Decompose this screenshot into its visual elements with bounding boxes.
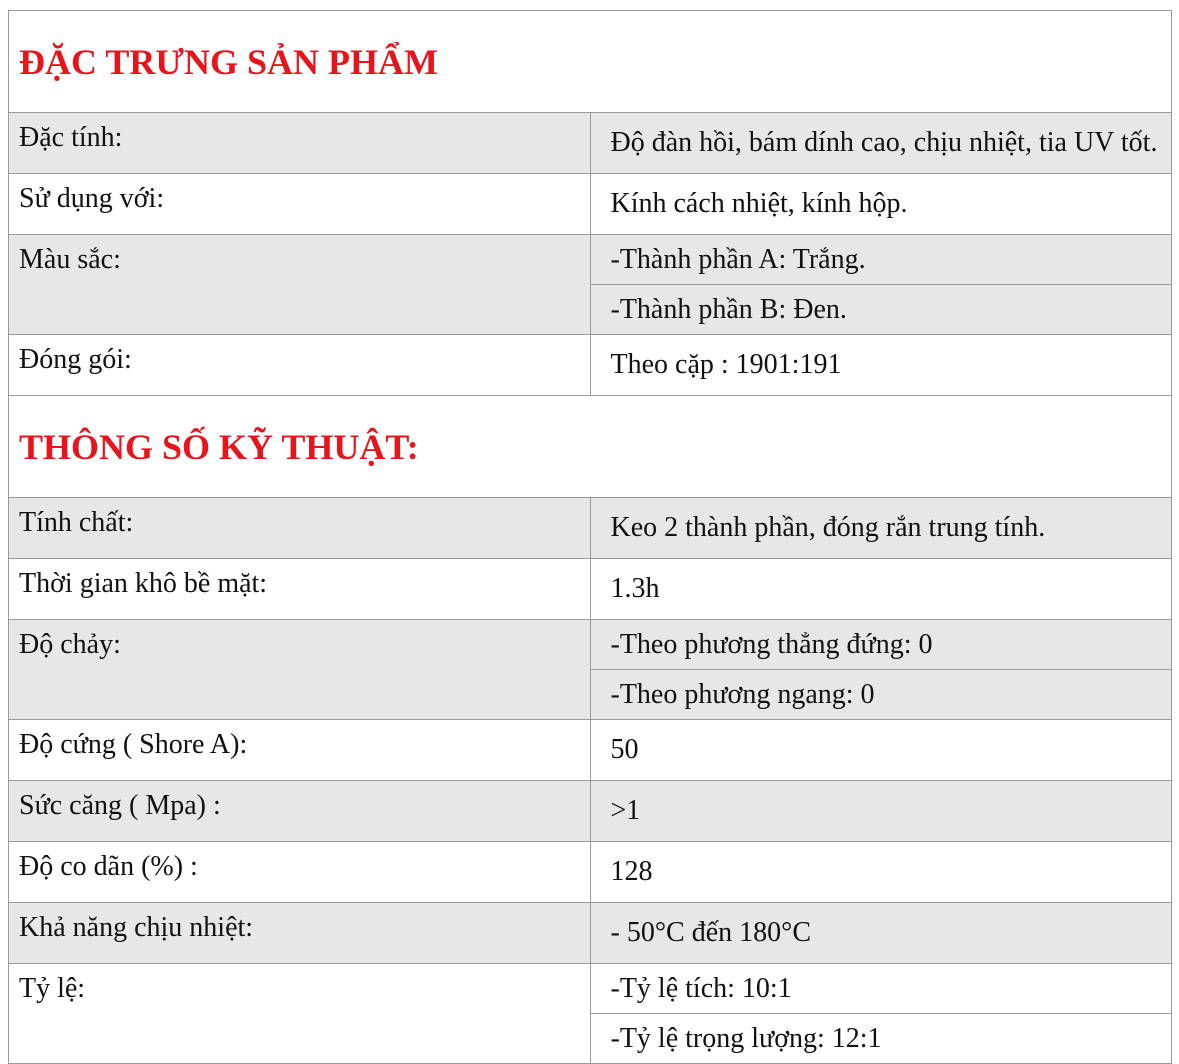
table-row [9, 781, 1172, 842]
row-value: 50 [590, 720, 1172, 781]
section-title-features: ĐẶC TRƯNG SẢN PHẨM [9, 11, 1172, 113]
section-heading-row [9, 396, 1172, 498]
row-label: Sức căng ( Mpa) : [9, 781, 591, 842]
row-label: Đặc tính: [9, 113, 591, 174]
spec-table [8, 10, 1172, 1064]
row-value: -Theo phương ngang: 0 [590, 670, 1172, 720]
row-label: Thời gian khô bề mặt: [9, 559, 591, 620]
row-label: Độ cứng ( Shore A): [9, 720, 591, 781]
row-value: 128 [590, 842, 1172, 903]
row-value: Độ đàn hồi, bám dính cao, chịu nhiệt, tia UV tốt. [590, 113, 1172, 174]
row-value: -Theo phương thẳng đứng: 0 [590, 620, 1172, 670]
row-label: Độ chảy: [9, 620, 591, 720]
row-value: -Thành phần B: Đen. [590, 285, 1172, 335]
row-value: Keo 2 thành phần, đóng rắn trung tính. [590, 498, 1172, 559]
table-row [9, 174, 1172, 235]
table-row [9, 235, 1172, 285]
row-label: Tính chất: [9, 498, 591, 559]
row-label: Độ co dãn (%) : [9, 842, 591, 903]
table-row [9, 620, 1172, 670]
row-value: Theo cặp : 1901:191 [590, 335, 1172, 396]
row-label: Khả năng chịu nhiệt: [9, 903, 591, 964]
section-title-specs: THÔNG SỐ KỸ THUẬT: [9, 396, 1172, 498]
table-row [9, 903, 1172, 964]
table-row [9, 964, 1172, 1014]
row-value: >1 [590, 781, 1172, 842]
table-row [9, 335, 1172, 396]
row-value: -Tỷ lệ trọng lượng: 12:1 [590, 1014, 1172, 1064]
row-value: 1.3h [590, 559, 1172, 620]
section-heading-row [9, 11, 1172, 113]
table-row [9, 842, 1172, 903]
row-label: Sử dụng với: [9, 174, 591, 235]
row-label: Màu sắc: [9, 235, 591, 335]
row-value: Kính cách nhiệt, kính hộp. [590, 174, 1172, 235]
table-row [9, 720, 1172, 781]
table-row [9, 498, 1172, 559]
row-value: - 50°C đến 180°C [590, 903, 1172, 964]
table-row [9, 559, 1172, 620]
row-label: Đóng gói: [9, 335, 591, 396]
table-row [9, 113, 1172, 174]
row-value: -Tỷ lệ tích: 10:1 [590, 964, 1172, 1014]
row-label: Tỷ lệ: [9, 964, 591, 1064]
row-value: -Thành phần A: Trắng. [590, 235, 1172, 285]
